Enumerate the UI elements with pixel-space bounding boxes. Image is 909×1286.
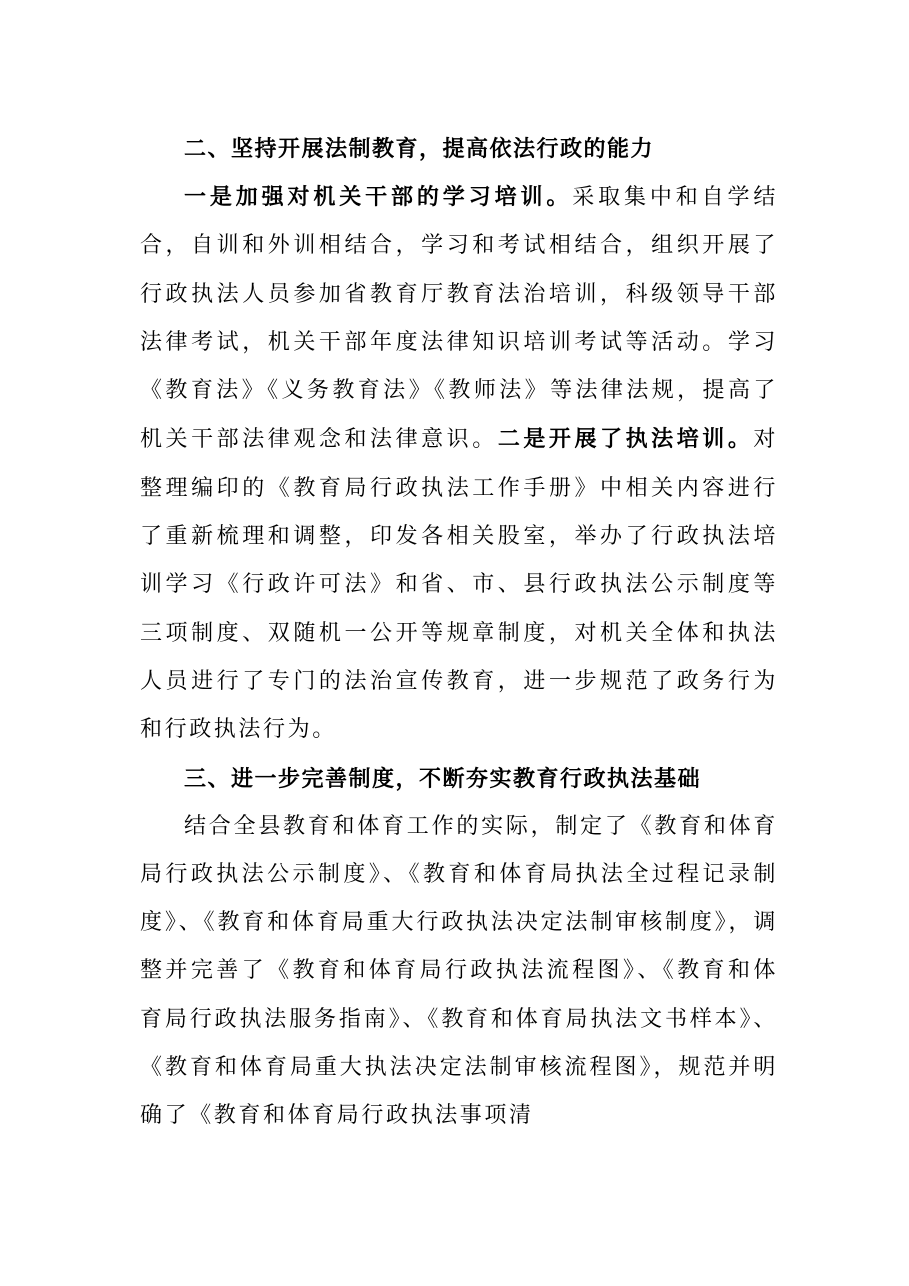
section-2-lead-1: 一是加强对机关干部的学习培训。 (184, 184, 573, 210)
section-2-lead-2: 二是开展了执法培训。 (497, 426, 754, 453)
section-3-paragraph: 结合全县教育和体育工作的实际，制定了《教育和体育局行政执法公示制度》、《教育和体育局执法全过程记录制度》、《教育和体育局重大行政执法决定法制审核制度》，调整并完善了《教育和体育局行政执法流程图》、《教育和体育局行政执法服务指南》、《教育和体育局执法文书样本》、《教育和体育局重大执法决定法制审核流程图》，规范并明确了《教育和体育局行政执法事项清 (140, 813, 778, 1129)
section-2-heading: 二、坚持开展法制教育，提高依法行政的能力 (184, 136, 655, 162)
section-2-body-1: 采取集中和自学结合，自训和外训相结合，学习和考试相结合，组织开展了行政执法人员参加省教育厅教育法治培训，科级领导干部法律考试，机关干部年度法律知识培训考试等活动。学习《教育法》《义务教育法》《教师法》等法律法规，提高了机关干部法律观念和法律意识。 (140, 185, 778, 453)
section-3-heading: 三、进一步完善制度，不断夯实教育行政执法基础 (184, 765, 702, 792)
document-page (140, 125, 778, 1141)
section-2-body-2: 对整理编印的《教育局行政执法工作手册》中相关内容进行了重新梳理和调整，印发各相关股室，举办了行政执法培训学习《行政许可法》和省、市、县行政执法公示制度等三项制度、双随机一公开等规章制度，对机关全体和执法人员进行了专门的法治宣传教育，进一步规范了政务行为和行政执法行为。 (140, 427, 778, 743)
section-2-paragraph (140, 173, 778, 755)
